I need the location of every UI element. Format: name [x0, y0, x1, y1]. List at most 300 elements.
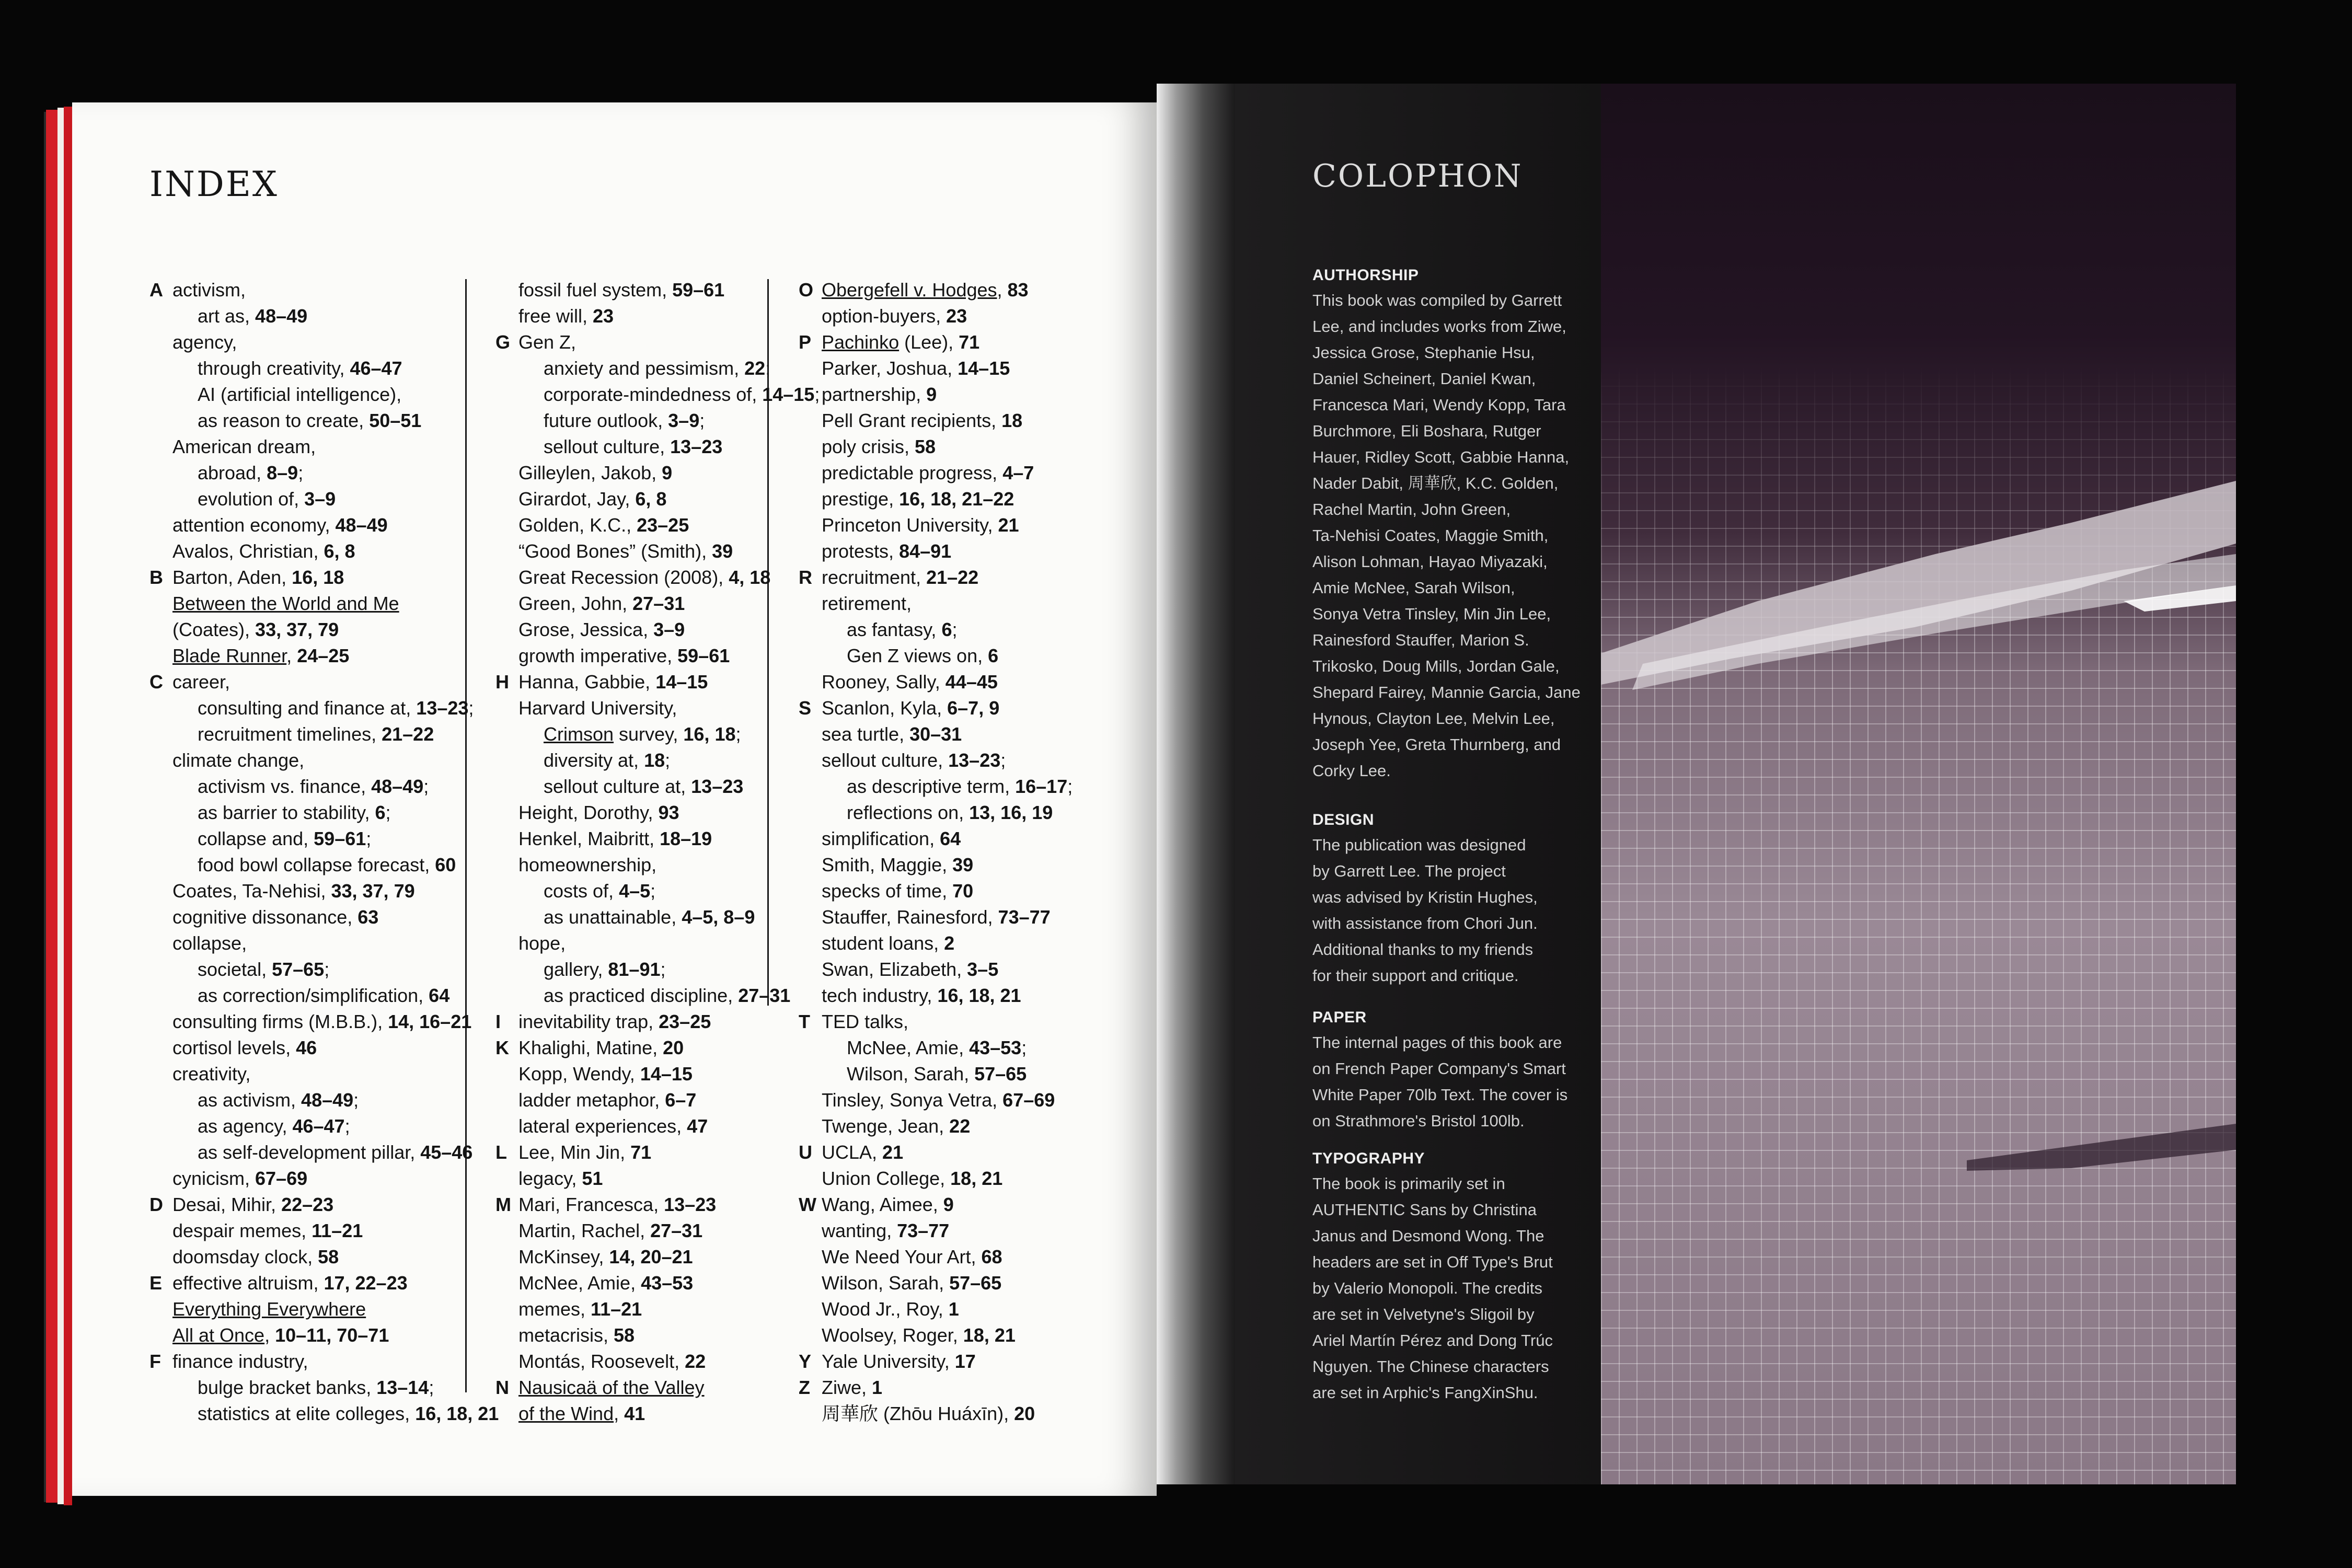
entry-text: Parker, Joshua,	[822, 358, 958, 379]
index-entry	[495, 460, 809, 486]
index-entry	[149, 1322, 536, 1348]
entry-text: Twenge, Jean,	[822, 1115, 950, 1137]
index-entry	[799, 382, 1112, 408]
index-entry	[495, 643, 809, 669]
page-numbers: 22	[949, 1115, 971, 1137]
entry-text: climate change,	[172, 750, 305, 771]
index-entry	[799, 1375, 1112, 1401]
entry-text: food bowl collapse forecast,	[198, 854, 435, 875]
entry-text: as agency,	[198, 1115, 293, 1137]
colophon-line: The internal pages of this book are	[1312, 1033, 1562, 1052]
index-entry	[149, 1348, 536, 1375]
page-numbers: 73–77	[998, 906, 1051, 928]
page-numbers: 71	[630, 1142, 652, 1163]
index-entry	[799, 747, 1112, 774]
entry-text: Rooney, Sally,	[822, 671, 946, 693]
entry-text: lateral experiences,	[518, 1115, 687, 1137]
index-entry	[149, 904, 536, 930]
colophon-line: Burchmore, Eli Boshara, Rutger	[1312, 422, 1541, 440]
entry-text: as practiced discipline,	[544, 985, 739, 1006]
entry-text: consulting and finance at,	[198, 697, 417, 719]
entry-text: evolution of,	[198, 488, 305, 510]
colophon-line: are set in Velvetyne's Sligoil by	[1312, 1305, 1535, 1323]
entry-text: protests,	[822, 540, 900, 562]
entry-text: simplification,	[822, 828, 940, 849]
colophon-line: Ta-Nehisi Coates, Maggie Smith,	[1312, 526, 1549, 545]
page-numbers: 20	[663, 1037, 684, 1058]
entry-text: as self-development pillar,	[198, 1142, 421, 1163]
title-reference: Obergefell v. Hodges	[822, 279, 997, 301]
index-entry	[149, 1218, 536, 1244]
index-entry	[495, 382, 820, 408]
index-entry	[495, 1166, 809, 1192]
entry-text: ;	[660, 959, 666, 980]
entry-text: ;	[650, 880, 656, 902]
page-numbers: 60	[435, 854, 456, 875]
index-entry	[495, 355, 809, 382]
page-numbers: 22–23	[281, 1194, 334, 1215]
page-numbers: 27–31	[632, 593, 685, 614]
title-reference: of the Wind	[518, 1403, 614, 1424]
entry-text: free will,	[518, 305, 593, 327]
index-column-1	[149, 277, 536, 1427]
page-numbers: 2	[944, 932, 955, 954]
entry-text: fossil fuel system,	[518, 279, 673, 301]
paper-text	[1312, 1030, 1605, 1134]
entry-text: societal,	[198, 959, 272, 980]
page-numbers: 46–47	[350, 358, 402, 379]
entry-text: Stauffer, Rainesford,	[822, 906, 998, 928]
index-entry	[149, 1166, 536, 1192]
colophon-line: White Paper 70lb Text. The cover is	[1312, 1086, 1568, 1104]
page-numbers: 46–47	[292, 1115, 345, 1137]
page-numbers: 63	[358, 906, 379, 928]
entry-text: Wang, Aimee,	[822, 1194, 943, 1215]
colophon-line: Sonya Vetra Tinsley, Min Jin Lee,	[1312, 605, 1551, 623]
index-entry	[799, 1296, 1112, 1322]
index-entry	[799, 878, 1112, 904]
index-letter: P	[799, 331, 812, 353]
entry-text: Kopp, Wendy,	[518, 1063, 640, 1085]
index-letter: C	[149, 671, 163, 693]
page-numbers: 23–25	[659, 1011, 711, 1032]
entry-text: activism vs. finance,	[198, 776, 372, 797]
paper-section	[1312, 1009, 1605, 1134]
page-numbers: 16, 18, 21	[937, 985, 1021, 1006]
index-entry	[799, 1139, 1112, 1166]
entry-text: as descriptive term,	[847, 776, 1016, 797]
index-entry	[495, 538, 809, 564]
page-numbers: 9	[926, 384, 937, 405]
index-letter: Y	[799, 1351, 812, 1372]
index-entry	[799, 1218, 1112, 1244]
index-entry	[495, 1218, 809, 1244]
index-entry	[149, 382, 536, 408]
index-entry	[799, 277, 1112, 303]
entry-text: ;	[429, 1377, 434, 1398]
colophon-title: COLOPHON	[1312, 158, 1523, 194]
page-numbers: 18, 21	[950, 1168, 1003, 1189]
page-numbers: 46	[296, 1037, 317, 1058]
entry-text: Princeton University,	[822, 514, 998, 536]
index-entry	[149, 878, 536, 904]
entry-text: ladder metaphor,	[518, 1089, 665, 1111]
index-entry	[495, 826, 809, 852]
page-numbers: 23	[593, 305, 614, 327]
entry-text: ;	[765, 358, 771, 379]
page-numbers: 9	[662, 462, 673, 483]
entry-text: ;	[1000, 750, 1006, 771]
entry-text: specks of time,	[822, 880, 953, 902]
page-numbers: 48–49	[335, 514, 388, 536]
colophon-line: headers are set in Off Type's Brut	[1312, 1253, 1553, 1271]
page-numbers: 6	[988, 645, 999, 666]
entry-text: ;	[1067, 776, 1073, 797]
red-page-edge-inner	[64, 107, 72, 1505]
entry-text: survey,	[614, 723, 684, 745]
index-letter: Z	[799, 1377, 810, 1398]
index-entry	[495, 564, 809, 591]
entry-text: AI (artificial intelligence),	[198, 384, 402, 405]
page-numbers: 59–61	[677, 645, 730, 666]
entry-text: activism,	[172, 279, 246, 301]
index-letter: N	[495, 1377, 509, 1398]
page-numbers: 18–19	[660, 828, 712, 849]
index-entry	[799, 1244, 1112, 1270]
typography-section	[1312, 1150, 1605, 1406]
entry-text: ;	[735, 723, 741, 745]
index-entry	[149, 826, 536, 852]
page-numbers: 8–9	[267, 462, 298, 483]
index-entry	[149, 1113, 536, 1139]
entry-text: tech industry,	[822, 985, 938, 1006]
page-numbers: 23–25	[637, 514, 689, 536]
index-letter: U	[799, 1142, 812, 1163]
entry-text: diversity at,	[544, 750, 644, 771]
page-numbers: 33, 37, 79	[255, 619, 339, 640]
entry-text: Tinsley, Sonya Vetra,	[822, 1089, 1003, 1111]
colophon-line: The publication was designed	[1312, 836, 1526, 854]
entry-text: hope,	[518, 932, 566, 954]
entry-text: Harvard University,	[518, 697, 677, 719]
entry-text: homeownership,	[518, 854, 657, 875]
index-letter: E	[149, 1272, 163, 1294]
index-letter: K	[495, 1037, 509, 1058]
index-entry	[149, 277, 536, 303]
title-reference: Nausicaä of the Valley	[518, 1377, 705, 1398]
index-entry	[495, 695, 809, 721]
index-entry	[149, 1375, 536, 1401]
index-entry	[495, 956, 809, 983]
entry-text: ;	[324, 959, 330, 980]
index-letter: I	[495, 1011, 501, 1032]
index-entry	[495, 1296, 809, 1322]
index-entry	[799, 591, 1112, 617]
colophon-line: Ariel Martín Pérez and Dong Trúc	[1312, 1331, 1553, 1350]
page-numbers: 44–45	[945, 671, 998, 693]
colophon-line: Shepard Fairey, Mannie Garcia, Jane	[1312, 683, 1581, 701]
index-letter: O	[799, 279, 814, 301]
entry-text: Gen Z,	[518, 331, 577, 353]
entry-text: Wilson, Sarah,	[822, 1272, 950, 1294]
colophon-line: This book was compiled by Garrett	[1312, 291, 1562, 309]
colophon-line: on French Paper Company's Smart	[1312, 1059, 1566, 1078]
entry-text: Pell Grant recipients,	[822, 410, 1002, 431]
entry-text: Barton, Aden,	[172, 567, 292, 588]
page-numbers: 14, 16–21	[388, 1011, 472, 1032]
page-numbers: 6, 8	[324, 540, 355, 562]
page-gutter	[1157, 84, 1235, 1484]
index-entry	[799, 800, 1112, 826]
entry-text: legacy,	[518, 1168, 582, 1189]
index-entry	[149, 669, 536, 695]
entry-text: Scanlon, Kyla,	[822, 697, 948, 719]
entry-text: bulge bracket banks,	[198, 1377, 377, 1398]
index-entry	[149, 486, 536, 512]
entry-text: as unattainable,	[544, 906, 682, 928]
page-numbers: 51	[582, 1168, 603, 1189]
index-letter: A	[149, 279, 163, 301]
page-numbers: 45–46	[420, 1142, 473, 1163]
index-entry	[149, 538, 536, 564]
entry-text: ;	[344, 1115, 350, 1137]
index-column-3	[799, 277, 1112, 1427]
page-numbers: 3–9	[653, 619, 685, 640]
entry-text: sellout culture at,	[544, 776, 691, 797]
page-numbers: 48–49	[371, 776, 424, 797]
entry-text: sellout culture,	[544, 436, 671, 457]
index-entry	[495, 329, 809, 355]
colophon-line: Trikosko, Doug Mills, Jordan Gale,	[1312, 657, 1560, 675]
colophon-line: Amie McNee, Sarah Wilson,	[1312, 579, 1515, 597]
index-entry	[799, 460, 1112, 486]
colophon-line: Joseph Yee, Greta Thurnberg, and	[1312, 735, 1561, 754]
entry-text: recruitment,	[822, 567, 927, 588]
colophon-line: on Strathmore's Bristol 100lb.	[1312, 1112, 1525, 1130]
page-numbers: 3–9	[668, 410, 700, 431]
colophon-line: by Garrett Lee. The project	[1312, 862, 1506, 880]
index-entry	[799, 930, 1112, 956]
entry-text: TED talks,	[822, 1011, 909, 1032]
colophon-line: Nader Dabit, 周華欣, K.C. Golden,	[1312, 474, 1559, 492]
colophon-line: are set in Arphic's FangXinShu.	[1312, 1383, 1538, 1402]
page-numbers: 17	[954, 1351, 976, 1372]
index-entry	[799, 721, 1112, 747]
page-numbers: 64	[940, 828, 961, 849]
index-entry	[495, 852, 809, 878]
page-numbers: 6, 8	[635, 488, 667, 510]
page-numbers: 13, 16, 19	[969, 802, 1053, 823]
index-entry	[495, 930, 809, 956]
entry-text: growth imperative,	[518, 645, 678, 666]
entry-text: abroad,	[198, 462, 267, 483]
page-numbers: 4–5	[619, 880, 651, 902]
index-entry	[495, 434, 809, 460]
page-numbers: 16–17	[1015, 776, 1068, 797]
page-numbers: 1	[872, 1377, 883, 1398]
page-numbers: 17, 22–23	[324, 1272, 408, 1294]
index-entry	[149, 1139, 536, 1166]
colophon-line: Lee, and includes works from Ziwe,	[1312, 317, 1566, 336]
page-numbers: 20	[1014, 1403, 1035, 1424]
index-entry	[799, 1035, 1112, 1061]
page-numbers: 33, 37, 79	[331, 880, 415, 902]
index-entry	[149, 747, 536, 774]
index-entry	[495, 747, 809, 774]
index-letter: D	[149, 1194, 163, 1215]
index-entry	[799, 564, 1112, 591]
page-numbers: 43–53	[969, 1037, 1022, 1058]
index-entry	[149, 355, 536, 382]
entry-text: as reason to create,	[198, 410, 370, 431]
entry-text: American dream,	[172, 436, 316, 457]
entry-text: Woolsey, Roger,	[822, 1324, 963, 1346]
entry-text: sellout culture,	[822, 750, 949, 771]
entry-text: UCLA,	[822, 1142, 883, 1163]
page-numbers: 18	[1001, 410, 1023, 431]
index-entry	[495, 617, 809, 643]
entry-text: Height, Dorothy,	[518, 802, 659, 823]
entry-text: Smith, Maggie,	[822, 854, 953, 875]
design-text	[1312, 832, 1605, 989]
colophon-line: Rainesford Stauffer, Marion S.	[1312, 631, 1529, 649]
entry-text: Union College,	[822, 1168, 951, 1189]
design-section	[1312, 811, 1605, 989]
entry-text: option-buyers,	[822, 305, 947, 327]
entry-text: anxiety and pessimism,	[544, 358, 745, 379]
entry-text: Martin, Rachel,	[518, 1220, 651, 1241]
index-title: INDEX	[149, 164, 279, 204]
authorship-text	[1312, 287, 1605, 784]
index-entry	[495, 800, 809, 826]
page-numbers: 57–65	[272, 959, 325, 980]
page-numbers: 68	[981, 1246, 1002, 1267]
title-reference: Everything Everywhere	[172, 1298, 366, 1320]
index-entry	[495, 408, 809, 434]
design-heading: DESIGN	[1312, 811, 1375, 828]
authorship-section	[1312, 267, 1605, 784]
entry-text: ;	[468, 697, 474, 719]
entry-text: memes,	[518, 1298, 591, 1320]
index-letter: G	[495, 331, 511, 353]
colophon-line: Rachel Martin, John Green,	[1312, 500, 1511, 518]
page-numbers: 16, 18	[292, 567, 344, 588]
page-numbers: 11–21	[591, 1298, 642, 1320]
index-entry	[149, 1035, 536, 1061]
entry-text: as barrier to stability,	[198, 802, 375, 823]
index-entry	[799, 1087, 1112, 1113]
index-entry	[149, 983, 536, 1009]
entry-text: consulting firms (M.B.B.),	[172, 1011, 388, 1032]
index-entry	[799, 643, 1112, 669]
index-entry	[799, 303, 1112, 329]
entry-text: Hanna, Gabbie,	[518, 671, 656, 693]
entry-text: creativity,	[172, 1063, 251, 1085]
page-numbers: 48–49	[255, 305, 308, 327]
index-entry	[495, 983, 809, 1009]
index-entry	[495, 721, 809, 747]
entry-text: as correction/simplification,	[198, 985, 429, 1006]
index-entry	[799, 852, 1112, 878]
page-numbers: 11–21	[312, 1220, 363, 1241]
index-entry	[149, 460, 536, 486]
index-entry	[799, 512, 1112, 538]
index-entry	[149, 800, 536, 826]
page-numbers: 83	[1007, 279, 1029, 301]
page-numbers: 81–91	[608, 959, 661, 980]
index-entry	[495, 1139, 809, 1166]
page-numbers: 14–15	[640, 1063, 693, 1085]
page-numbers: 10–11, 70–71	[275, 1324, 389, 1346]
page-numbers: 58	[614, 1324, 635, 1346]
entry-text: student loans,	[822, 932, 944, 954]
index-entry	[799, 1322, 1112, 1348]
entry-text: Desai, Mihir,	[172, 1194, 282, 1215]
index-entry	[149, 721, 536, 747]
entry-text: despair memes,	[172, 1220, 312, 1241]
index-entry	[799, 669, 1112, 695]
title-reference: Between the World and Me	[172, 593, 399, 614]
entry-text: Montás, Roosevelt,	[518, 1351, 685, 1372]
entry-text: ;	[298, 462, 304, 483]
page-numbers: 48–49	[301, 1089, 354, 1111]
title-reference: Pachinko	[822, 331, 900, 353]
index-entry	[149, 774, 536, 800]
page-numbers: 4–5, 8–9	[682, 906, 755, 928]
page-numbers: 43–53	[641, 1272, 694, 1294]
entry-text: finance industry,	[172, 1351, 308, 1372]
page-numbers: 23	[946, 305, 967, 327]
entry-text: future outlook,	[544, 410, 668, 431]
index-entry	[149, 956, 536, 983]
entry-text: We Need Your Art,	[822, 1246, 982, 1267]
entry-text: Lee, Min Jin,	[518, 1142, 631, 1163]
page-numbers: 13–23	[416, 697, 469, 719]
page-numbers: 41	[624, 1403, 645, 1424]
index-entry	[149, 1061, 536, 1087]
page-numbers: 6	[375, 802, 386, 823]
index-entry	[495, 1087, 809, 1113]
page-numbers: 70	[952, 880, 974, 902]
index-entry	[799, 1348, 1112, 1375]
index-entry	[495, 1375, 809, 1401]
entry-text: ;	[699, 410, 705, 431]
index-entry	[799, 617, 1112, 643]
index-letter: H	[495, 671, 509, 693]
paper-heading: PAPER	[1312, 1009, 1367, 1026]
page-numbers: 71	[959, 331, 980, 353]
page-numbers: 57–65	[949, 1272, 1002, 1294]
entry-text: costs of,	[544, 880, 619, 902]
page-numbers: 27–31	[738, 985, 791, 1006]
colophon-line: The book is primarily set in	[1312, 1174, 1505, 1193]
index-entry	[799, 1166, 1112, 1192]
index-entry	[495, 1035, 809, 1061]
page-edge-white	[57, 108, 64, 1504]
index-letter: L	[495, 1142, 507, 1163]
page-numbers: 64	[429, 985, 450, 1006]
index-letter: S	[799, 697, 812, 719]
index-entry	[799, 486, 1112, 512]
colophon-line: Daniel Scheinert, Daniel Kwan,	[1312, 370, 1536, 388]
index-entry	[495, 1192, 809, 1218]
page-numbers: 30–31	[909, 723, 962, 745]
entry-text: cynicism,	[172, 1168, 256, 1189]
entry-text: ;	[385, 802, 391, 823]
entry-text: (Lee),	[899, 331, 959, 353]
index-entry	[799, 1009, 1112, 1035]
index-entry	[495, 1061, 809, 1087]
